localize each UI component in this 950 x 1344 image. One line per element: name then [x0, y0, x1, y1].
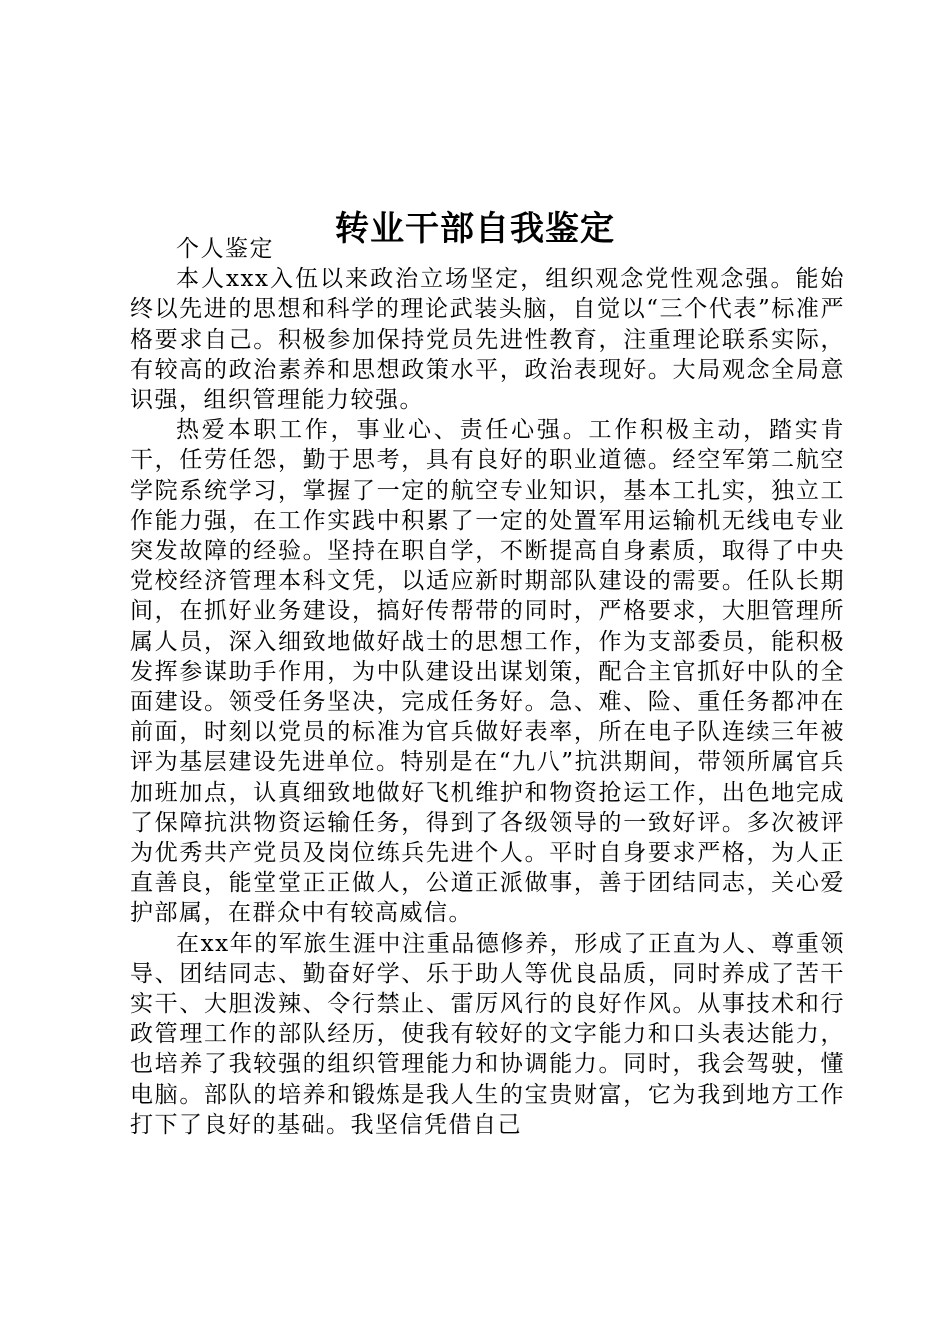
paragraph-work: 热爱本职工作，事业心、责任心强。工作积极主动，踏实肯干，任劳任怨，勤于思考，具有良好的职业道德。经空军第二航空学院系统学习，掌握了一定的航空专业知识，基本工扎实，独立工作能力强，在工作实践中积累了一定的处置军用运输机无线电专业突发故障的经验。坚持在职自学，不断提高自身素质，取得了中央党校经济管理本科文凭，以适应新时期部队建设的需要。任队长期间，在抓好业务建设，搞好传帮带的同时，严格要求，大胆管理所属人员，深入细致地做好战士的思想工作，作为支部委员，能积极发挥参谋助手作用，为中队建设出谋划策，配合主官抓好中队的全面建设。领受任务坚决，完成任务好。急、难、险、重任务都冲在前面，时刻以党员的标准为官兵做好表率，所在电子队连续三年被评为基层建设先进单位。特别是在“九八”抗洪期间，带领所属官兵加班加点，认真细致地做好飞机维护和物资抢运工作，出色地完成了保障抗洪物资运输任务，得到了各级领导的一致好评。多次被评为优秀共产党员及岗位练兵先进个人。平时自身要求严格，为人正直善良，能堂堂正正做人，公道正派做事，善于团结同志，关心爱护部属，在群众中有较高威信。	[130, 417, 845, 927]
paragraph-political: 本人xxx入伍以来政治立场坚定，组织观念党性观念强。能始终以先进的思想和科学的理论武装头脑，自觉以“三个代表”标准严格要求自己。积极参加保持党员先进性教育，注重理论联系实际，有较高的政治素养和思想政策水平，政治表现好。大局观念全局意识强，组织管理能力较强。	[130, 266, 845, 414]
paragraph-character: 在xx年的军旅生涯中注重品德修养，形成了正直为人、尊重领导、团结同志、勤奋好学、乐于助人等优良品质，同时养成了苦干实干、大胆泼辣、令行禁止、雷厉风行的良好作风。从事技术和行政管理工作的部队经历，使我有较好的文字能力和口头表达能力，也培养了我较强的组织管理能力和协调能力。同时，我会驾驶，懂电脑。部队的培养和锻炼是我人生的宝贵财富，它为我到地方工作打下了良好的基础。我坚信凭借自己	[130, 930, 845, 1138]
paragraph-heading: 个人鉴定	[176, 236, 274, 262]
document-body	[130, 234, 845, 1140]
document-title: 转业干部自我鉴定	[335, 208, 615, 249]
